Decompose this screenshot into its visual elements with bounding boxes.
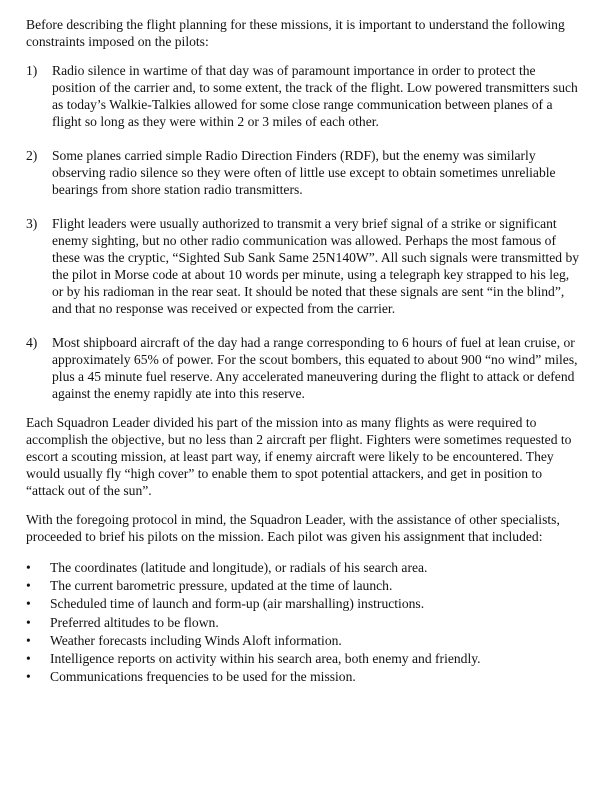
assignment-item	[26, 595, 580, 613]
constraint-item	[26, 147, 580, 198]
constraint-number: 4)	[26, 335, 38, 350]
assignment-item	[26, 632, 580, 650]
constraint-number: 3)	[26, 216, 38, 231]
assignment-item	[26, 577, 580, 595]
constraint-text: Flight leaders were usually authorized to transmit a very brief signal of a strike or significant enemy sighting, but no other radio communication was allowed. Perhaps the most famous of these was the cryptic, “Sighted Sub Sank Same 25N140W”. All such signals were transmitted by the pilot in Morse code at about 10 words per minute, using a telegraph key strapped to his leg, or by his radioman in the rear seat. It should be noted that these signals are sent “in the blind”, and that no response was received or expected from the carrier.	[52, 216, 580, 316]
constraint-text: Radio silence in wartime of that day was of paramount importance in order to protect the position of the carrier and, to some extent, the track of the flight. Low powered transmitters such as today’s Walkie-Talkies allowed for some close range communication between planes of a flight so long as they were within 2 or 3 miles of each other.	[52, 63, 578, 129]
constraint-text: Most shipboard aircraft of the day had a range corresponding to 6 hours of fuel at lean cruise, or approximately 65% of power. For the scout bombers, this equated to about 900 “no wind” miles, plus a 45 minute fuel reserve. Any accelerated maneuvering during the flight to attack or defend against the enemy rapidly ate into this reserve.	[52, 335, 578, 401]
bullet-icon: •	[26, 669, 31, 685]
constraint-item	[26, 62, 580, 130]
constraints-list	[26, 62, 580, 402]
constraint-number: 1)	[26, 63, 38, 78]
assignment-text: Communications frequencies to be used for the mission.	[50, 669, 356, 685]
bullet-icon: •	[26, 614, 31, 630]
constraint-text: Some planes carried simple Radio Direction Finders (RDF), but the enemy was similarly observing radio silence so they were often of little use except to obtain sometimes unreliable bearings from shore station radio transmitters.	[52, 148, 556, 197]
squadron-paragraph: Each Squadron Leader divided his part of the mission into as many flights as were required to accomplish the objective, but no less than 2 aircraft per flight. Fighters were sometimes requested to escort a scouting mission, at least part way, if enemy aircraft were likely to be encountered. They would usually fly “high cover” to enable them to spot potential attackers, and get in position to “attack out of the sun”.	[26, 415, 572, 498]
bullet-icon: •	[26, 578, 31, 594]
assignment-item	[26, 559, 580, 577]
assignment-item	[26, 650, 580, 668]
intro-paragraph: Before describing the flight planning for these missions, it is important to understand the following constraints imposed on the pilots:	[26, 17, 565, 49]
assignment-item	[26, 668, 580, 686]
assignment-text: The coordinates (latitude and longitude), or radials of his search area.	[50, 560, 428, 575]
bullet-icon: •	[26, 596, 31, 612]
assignment-text: The current barometric pressure, updated at the time of launch.	[50, 578, 393, 594]
constraint-number: 2)	[26, 148, 38, 163]
bullet-icon: •	[26, 651, 31, 667]
assignment-text: Preferred altitudes to be flown.	[50, 614, 219, 630]
assignment-text: Weather forecasts including Winds Aloft information.	[50, 632, 342, 648]
bullet-icon: •	[26, 560, 31, 575]
bullet-icon: •	[26, 632, 31, 648]
constraint-item	[26, 215, 580, 317]
assignment-text: Intelligence reports on activity within his search area, both enemy and friendly.	[50, 651, 481, 667]
constraint-item	[26, 334, 580, 402]
protocol-paragraph: With the foregoing protocol in mind, the Squadron Leader, with the assistance of other specialists, proceeded to brief his pilots on the mission. Each pilot was given his assignment that included:	[26, 512, 560, 544]
assignment-list	[26, 559, 580, 686]
assignment-item	[26, 614, 580, 632]
assignment-text: Scheduled time of launch and form-up (air marshalling) instructions.	[50, 596, 425, 612]
